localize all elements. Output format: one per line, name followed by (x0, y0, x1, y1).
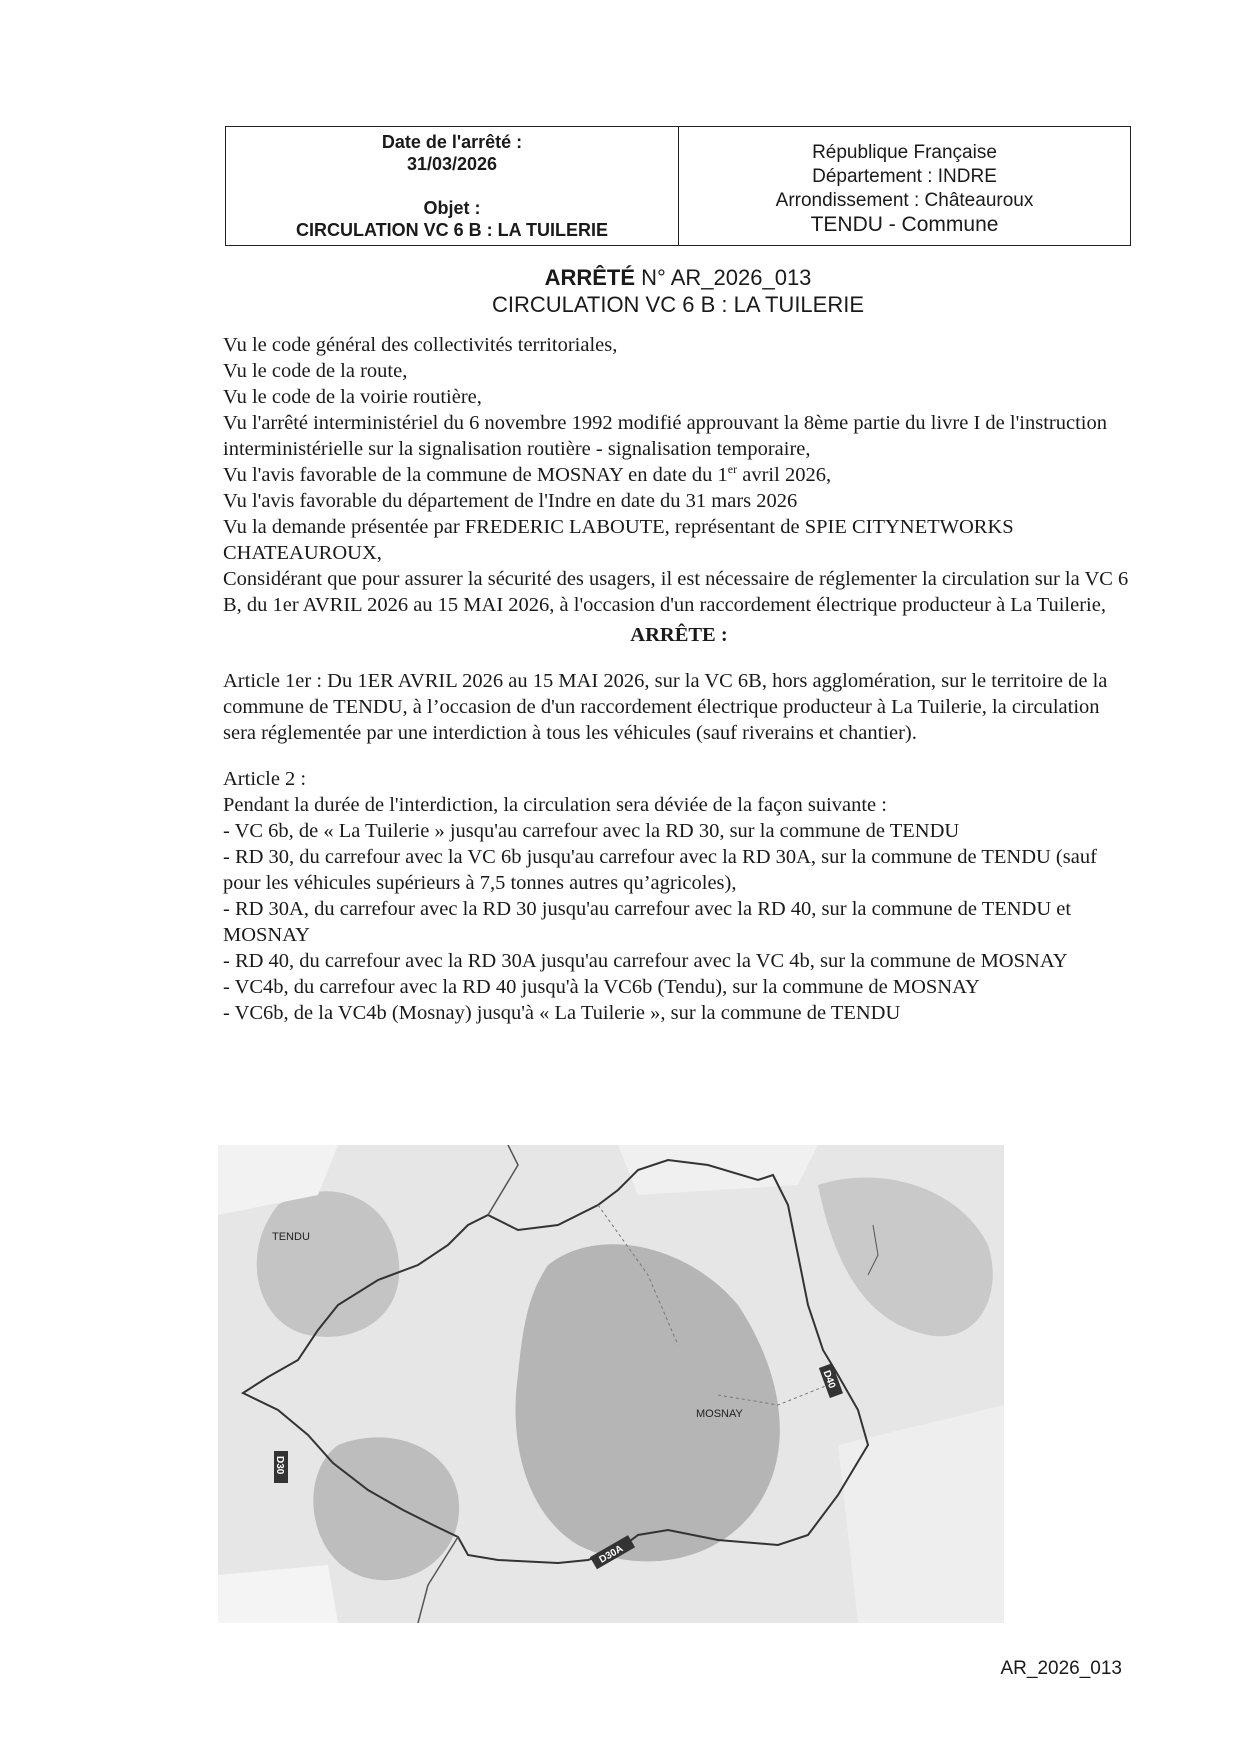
consideration: Vu la demande présentée par FREDERIC LABOUTE, représentant de SPIE CITYNETWORKS CHATEAUROUX, (223, 516, 1014, 564)
commune: TENDU - Commune (810, 213, 999, 236)
map-label-mosnay: MOSNAY (696, 1408, 743, 1420)
consideration-mosnay: Vu l'avis favorable de la commune de MOSNAY en date du 1er avril 2026, (223, 462, 832, 486)
arrete-number: N° AR_2026_013 (641, 265, 812, 290)
article-2-heading: Article 2 : (223, 768, 307, 790)
header-box (225, 126, 1131, 246)
field-area (218, 1565, 338, 1623)
article-2-intro: Pendant la durée de l'interdiction, la circulation sera déviée de la façon suivante : (223, 794, 887, 816)
footer-reference: AR_2026_013 (1000, 1658, 1122, 1679)
deviation-item: - VC4b, du carrefour avec la RD 40 jusqu'à la VC6b (Tendu), sur la commune de MOSNAY (223, 976, 980, 998)
consideration: Vu le code général des collectivités territoriales, (223, 334, 618, 356)
decree-word: ARRÊTE : (630, 624, 728, 646)
consideration: Vu l'avis favorable du département de l'Indre en date du 31 mars 2026 (223, 490, 798, 512)
consideration: Vu l'arrêté interministériel du 6 novembre 1992 modifié approuvant la 8ème partie du livre I de l'instruction interministérielle sur la signalisation routière - signalisation temporaire, (223, 412, 1107, 460)
svg-text:D30A: D30A (597, 1543, 626, 1566)
object-value: CIRCULATION VC 6 B : LA TUILERIE (296, 220, 608, 240)
article-1: Article 1er : Du 1ER AVRIL 2026 au 15 MAI 2026, sur la VC 6B, hors agglomération, sur le territoire de la commune de TENDU, à l’occasion de d'un raccordement électrique producteur à La Tuilerie, la circulation sera réglementée par une interdiction à tous les véhicules (sauf riverains et chantier). (223, 670, 1108, 744)
header-right-cell (679, 127, 1130, 245)
consideration: Vu le code de la voirie routière, (223, 386, 482, 408)
consideration: Considérant que pour assurer la sécurité des usagers, il est nécessaire de réglementer la circulation sur la VC 6 B, du 1er AVRIL 2026 au 15 MAI 2026, à l'occasion d'un raccordement électrique producteur à La Tuilerie, (223, 568, 1129, 616)
forest-area (313, 1437, 459, 1580)
deviation-map (218, 1145, 1004, 1623)
svg-text:D30: D30 (274, 1456, 285, 1475)
deviation-item: - RD 40, du carrefour avec la RD 30A jusqu'au carrefour avec la VC 4b, sur la commune de MOSNAY (223, 950, 1068, 972)
deviation-item: - VC6b, de la VC4b (Mosnay) jusqu'à « La Tuilerie », sur la commune de TENDU (223, 1002, 901, 1024)
date-value: 31/03/2026 (406, 154, 498, 174)
document-title (225, 264, 1131, 318)
date-label: Date de l'arrêté : (381, 132, 523, 152)
arrete-subject: CIRCULATION VC 6 B : LA TUILERIE (491, 292, 865, 317)
road-badge-d30 (274, 1451, 288, 1483)
forest-area (257, 1191, 400, 1337)
svg-text:D40: D40 (820, 1368, 838, 1390)
header-left-cell (226, 127, 679, 245)
object-label: Objet : (423, 198, 481, 218)
consideration: Vu le code de la route, (223, 360, 408, 382)
arrete-word: ARRÊTÉ (544, 265, 636, 290)
arrondissement: Arrondissement : Châteauroux (775, 190, 1034, 211)
map-label-tendu: TENDU (272, 1231, 310, 1243)
deviation-item: - RD 30, du carrefour avec la VC 6b jusqu'au carrefour avec la RD 30A, sur la commune de TENDU (sauf pour les véhicules supérieurs à 7,5 tonnes autres qu’agricoles), (223, 846, 1097, 894)
document-body (223, 332, 1135, 1026)
department: Département : INDRE (812, 166, 997, 187)
deviation-item: - VC 6b, de « La Tuilerie » jusqu'au carrefour avec la RD 30, sur la commune de TENDU (223, 820, 960, 842)
deviation-item: - RD 30A, du carrefour avec la RD 30 jusqu'au carrefour avec la RD 40, sur la commune de TENDU et MOSNAY (223, 898, 1072, 946)
republic: République Française (812, 142, 997, 163)
